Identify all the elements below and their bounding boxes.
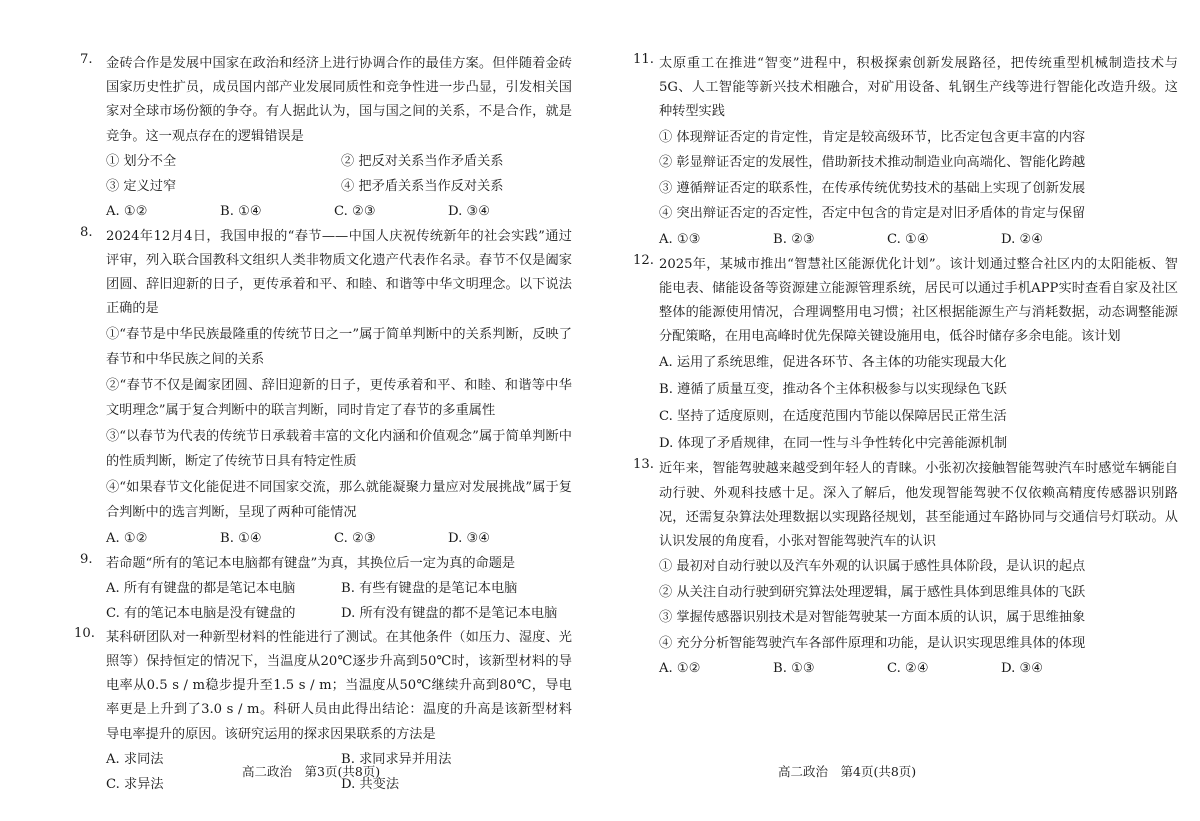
- option-d: D. ③④: [448, 203, 491, 219]
- answer-options: [106, 526, 572, 552]
- statement-1: ①“春节是中华民族最隆重的传统节日之一”属于简单判断中的关系判断，反映了春节和中华民族之间的关系: [106, 326, 572, 368]
- option-c: C. ②③: [334, 530, 376, 546]
- question-number: 9.: [80, 551, 93, 567]
- question-number: 7.: [80, 52, 93, 67]
- option-a: A. ①②: [106, 203, 148, 219]
- page-right: [600, 0, 1200, 821]
- statement-4: ④ 充分分析智能驾驶汽车各部件原理和功能，是认识实现思维具体的体现: [659, 635, 1086, 651]
- question-12: [633, 253, 1178, 458]
- option-c: C. 坚持了适度原则，在适度范围内节能以保障居民正常生活: [659, 409, 1007, 425]
- option-d: D. ②④: [1001, 231, 1044, 247]
- option-a: A. 运用了系统思维，促进各环节、各主体的功能实现最大化: [659, 355, 1007, 371]
- option-b: B. ①④: [220, 203, 262, 219]
- question-7: [80, 52, 572, 225]
- option-a: A. ①②: [106, 530, 148, 546]
- answer-options: [659, 227, 1178, 253]
- question-number: 13.: [633, 457, 654, 473]
- option-b: B. ②③: [773, 231, 815, 247]
- statement-3: ③ 掌握传感器识别技术是对智能驾驶某一方面本质的认识，属于思维抽象: [659, 610, 1086, 626]
- option-a: A. ①②: [659, 661, 701, 677]
- option-c: C. 求异法: [106, 776, 164, 792]
- option-d: D. 共变法: [341, 776, 400, 792]
- option-c: C. 有的笔记本电脑是没有键盘的: [106, 605, 296, 621]
- question-stem: 2024年12月4日，我国申报的“春节——中国人庆祝传统新年的社会实践”通过评审，列入联合国教科文组织人类非物质文化遗产代表作名录。春节不仅是阖家团圆、辞旧迎新的日子，更传承着和平、和睦、和谐等中华文明理念。以下说法正确的是: [106, 228, 572, 317]
- statement-2: ②“春节不仅是阖家团圆、辞旧迎新的日子，更传承着和平、和睦、和谐等中华文明理念”属于复合判断中的联言判断，同时肯定了春节的多重属性: [106, 377, 572, 419]
- option-b: B. ①③: [773, 661, 815, 677]
- option-d: D. 体现了矛盾规律，在同一性与斗争性转化中完善能源机制: [659, 436, 1008, 452]
- question-stem: 若命题“所有的笔记本电脑都有键盘”为真，其换位后一定为真的命题是: [106, 555, 516, 571]
- option-d: D. ③④: [448, 530, 491, 546]
- question-11: [633, 52, 1178, 253]
- option-a: A. 所有有键盘的都是笔记本电脑: [106, 580, 296, 596]
- answer-options: [106, 199, 572, 225]
- question-number: 8.: [80, 224, 93, 240]
- option-c: C. ①④: [887, 231, 929, 247]
- option-b: B. 求同求异并用法: [341, 751, 452, 767]
- statement-4: ④“如果春节文化能促进不同国家交流，那么就能凝聚力量应对发展挑战”属于复合判断中的选言判断，呈现了两种可能情况: [106, 479, 572, 521]
- statement-2: ② 从关注自动行驶到研究算法处理逻辑，属于感性具体到思维具体的飞跃: [659, 584, 1086, 600]
- question-stem: 金砖合作是发展中国家在政治和经济上进行协调合作的最佳方案。但伴随着金砖国家历史性扩员，成员国内部产业发展同质性和竞争性进一步凸显，引发相关国家对全球市场份额的争夺。有人据此认为，国与国之间的关系，不是合作，就是竞争。这一观点存在的逻辑错误是: [106, 56, 572, 144]
- statement-1: ① 划分不全: [106, 153, 177, 169]
- statement-1: ① 最初对自动行驶以及汽车外观的认识属于感性具体阶段，是认识的起点: [659, 559, 1086, 575]
- option-c: C. ②③: [334, 203, 376, 219]
- page-footer-left: 高二政治 第3页(共8页): [242, 764, 381, 779]
- option-b: B. 有些有键盘的是笔记本电脑: [341, 580, 518, 596]
- option-d: D. 所有没有键盘的都不是笔记本电脑: [341, 605, 558, 621]
- statement-3: ③ 定义过窄: [106, 178, 177, 194]
- option-b: B. 遵循了质量互变，推动各个主体积极参与以实现绿色飞跃: [659, 382, 1007, 398]
- statement-3: ③“以春节为代表的传统节日承载着丰富的文化内涵和价值观念”属于简单判断中的性质判断，断定了传统节日具有特定性质: [106, 428, 572, 470]
- option-c: C. ②④: [887, 661, 929, 677]
- statement-1: ① 体现辩证否定的肯定性，肯定是较高级环节，比否定包含更丰富的内容: [659, 129, 1086, 145]
- question-stem: 某科研团队对一种新型材料的性能进行了测试。在其他条件（如压力、湿度、光照等）保持恒定的情况下，当温度从20℃逐步升高到50℃时，该新型材料的导电率从0.5 s / m稳步提升至1.5 s / m；当温度从50℃继续升高到80℃，导电率更是上升到了3.0 s / m。科研人员由此得出结论：温度的升高是该新型材料导电率提升的原因。该研究运用的探求因果联系的方法是: [106, 629, 572, 742]
- answer-options: [659, 656, 1178, 682]
- page-footer-right: 高二政治 第4页(共8页): [778, 764, 917, 779]
- question-number: 10.: [74, 625, 95, 641]
- question-stem: 近年来，智能驾驶越来越受到年轻人的青睐。小张初次接触智能驾驶汽车时感觉车辆能自动行驶、外观科技感十足。深入了解后，他发现智能驾驶不仅依赖高精度传感器识别路况，还需复杂算法处理数据以实现路径规划，甚至能通过车路协同与交通信号灯联动。从认识发展的角度看，小张对智能驾驶汽车的认识: [659, 461, 1178, 550]
- statement-grid: [106, 149, 572, 199]
- question-stem: 2025年，某城市推出“智慧社区能源优化计划”。该计划通过整合社区内的太阳能板、智能电表、储能设备等资源建立能源管理系统，居民可以通过手机APP实时查看自家及社区整体的能源使用情况，合理调整用电习惯；社区根据能源生产与消耗数据，动态调整能源分配策略，在用电高峰时优先保障关键设施用电，低谷时储存多余电能。该计划: [659, 256, 1178, 345]
- question-stem: 太原重工在推进“智变”进程中，积极探索创新发展路径，把传统重型机械制造技术与5G、人工智能等新兴技术相融合，对矿用设备、轧钢生产线等进行智能化改造升级。这种转型实践: [659, 56, 1178, 120]
- statement-2: ② 彰显辩证否定的发展性，借助新技术推动制造业向高端化、智能化跨越: [659, 155, 1086, 171]
- question-13: [633, 457, 1178, 682]
- answer-options: [106, 576, 572, 626]
- question-number: 11.: [633, 52, 654, 67]
- option-a: A. ①③: [659, 231, 701, 247]
- statement-4: ④ 突出辩证否定的否定性，否定中包含的肯定是对旧矛盾体的肯定与保留: [659, 206, 1086, 222]
- option-d: D. ③④: [1001, 661, 1044, 677]
- question-8: [80, 225, 572, 552]
- statement-4: ④ 把矛盾关系当作反对关系: [341, 178, 504, 194]
- question-number: 12.: [633, 252, 654, 268]
- statement-3: ③ 遵循辩证否定的联系性，在传承传统优势技术的基础上实现了创新发展: [659, 180, 1086, 196]
- option-a: A. 求同法: [106, 751, 164, 767]
- option-b: B. ①④: [220, 530, 262, 546]
- question-9: [80, 552, 572, 626]
- statement-2: ② 把反对关系当作矛盾关系: [341, 153, 504, 169]
- answer-options: [659, 349, 1178, 457]
